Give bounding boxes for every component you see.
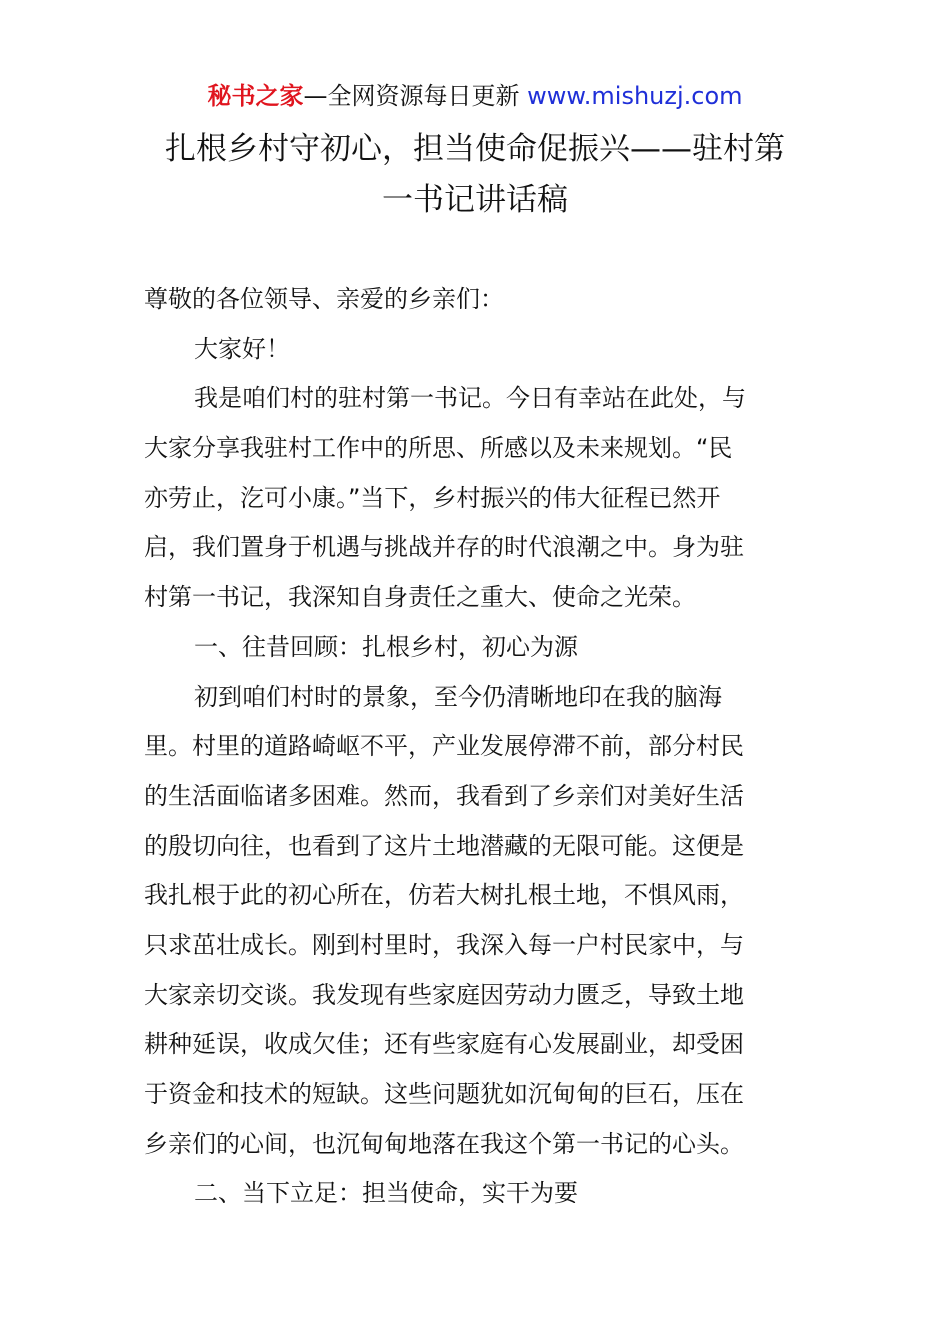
document-body: [144, 275, 814, 1219]
paragraph-1-line: 我是咱们村的驻村第一书记。今日有幸站在此处，与: [194, 384, 746, 413]
site-url-link[interactable]: www.mishuzj.com: [527, 82, 743, 110]
paragraph-2-line: 耕种延误，收成欠佳；还有些家庭有心发展副业，却受困: [144, 1030, 744, 1059]
paragraph-2-line: 的生活面临诸多困难。然而，我看到了乡亲们对美好生活: [144, 781, 744, 810]
paragraph-1-line: 亦劳止，汔可小康。”当下，乡村振兴的伟大征程已然开: [144, 483, 721, 512]
site-header: [0, 80, 950, 112]
paragraph-2-line: 初到咱们村时的景象，至今仍清晰地印在我的脑海: [194, 682, 722, 711]
document-title: [0, 124, 950, 226]
paragraph-1-line: 村第一书记，我深知自身责任之重大、使命之光荣。: [144, 583, 696, 612]
title-line-2: 一书记讲话稿: [382, 182, 568, 218]
paragraph-2-line: 大家亲切交谈。我发现有些家庭因劳动力匮乏，导致土地: [144, 980, 744, 1009]
paragraph-1-line: 大家分享我驻村工作中的所思、所感以及未来规划。“民: [144, 434, 733, 463]
section-heading-1: 一、往昔回顾：扎根乡村，初心为源: [194, 632, 578, 661]
paragraph-2-line: 乡亲们的心间，也沉甸甸地落在我这个第一书记的心头。: [144, 1129, 744, 1158]
section-heading-2: 二、当下立足：担当使命，实干为要: [194, 1179, 578, 1208]
paragraph-2-line: 里。村里的道路崎岖不平，产业发展停滞不前，部分村民: [144, 732, 744, 761]
salutation: 尊敬的各位领导、亲爱的乡亲们：: [144, 285, 504, 313]
paragraph-1-line: 启，我们置身于机遇与挑战并存的时代浪潮之中。身为驻: [144, 533, 744, 562]
site-name: 秘书之家: [207, 82, 304, 110]
paragraph-2-line: 我扎根于此的初心所在，仿若大树扎根土地，不惧风雨，: [144, 881, 744, 910]
paragraph-2-line: 的殷切向往，也看到了这片土地潜藏的无限可能。这便是: [144, 831, 744, 860]
greeting: 大家好！: [194, 334, 290, 363]
paragraph-2-line: 于资金和技术的短缺。这些问题犹如沉甸甸的巨石，压在: [144, 1080, 744, 1108]
title-line-1: 扎根乡村守初心，担当使命促振兴——驻村第: [165, 131, 785, 167]
paragraph-2-line: 只求茁壮成长。刚到村里时，我深入每一户村民家中，与: [144, 930, 744, 959]
site-tagline: —全网资源每日更新: [303, 82, 528, 110]
